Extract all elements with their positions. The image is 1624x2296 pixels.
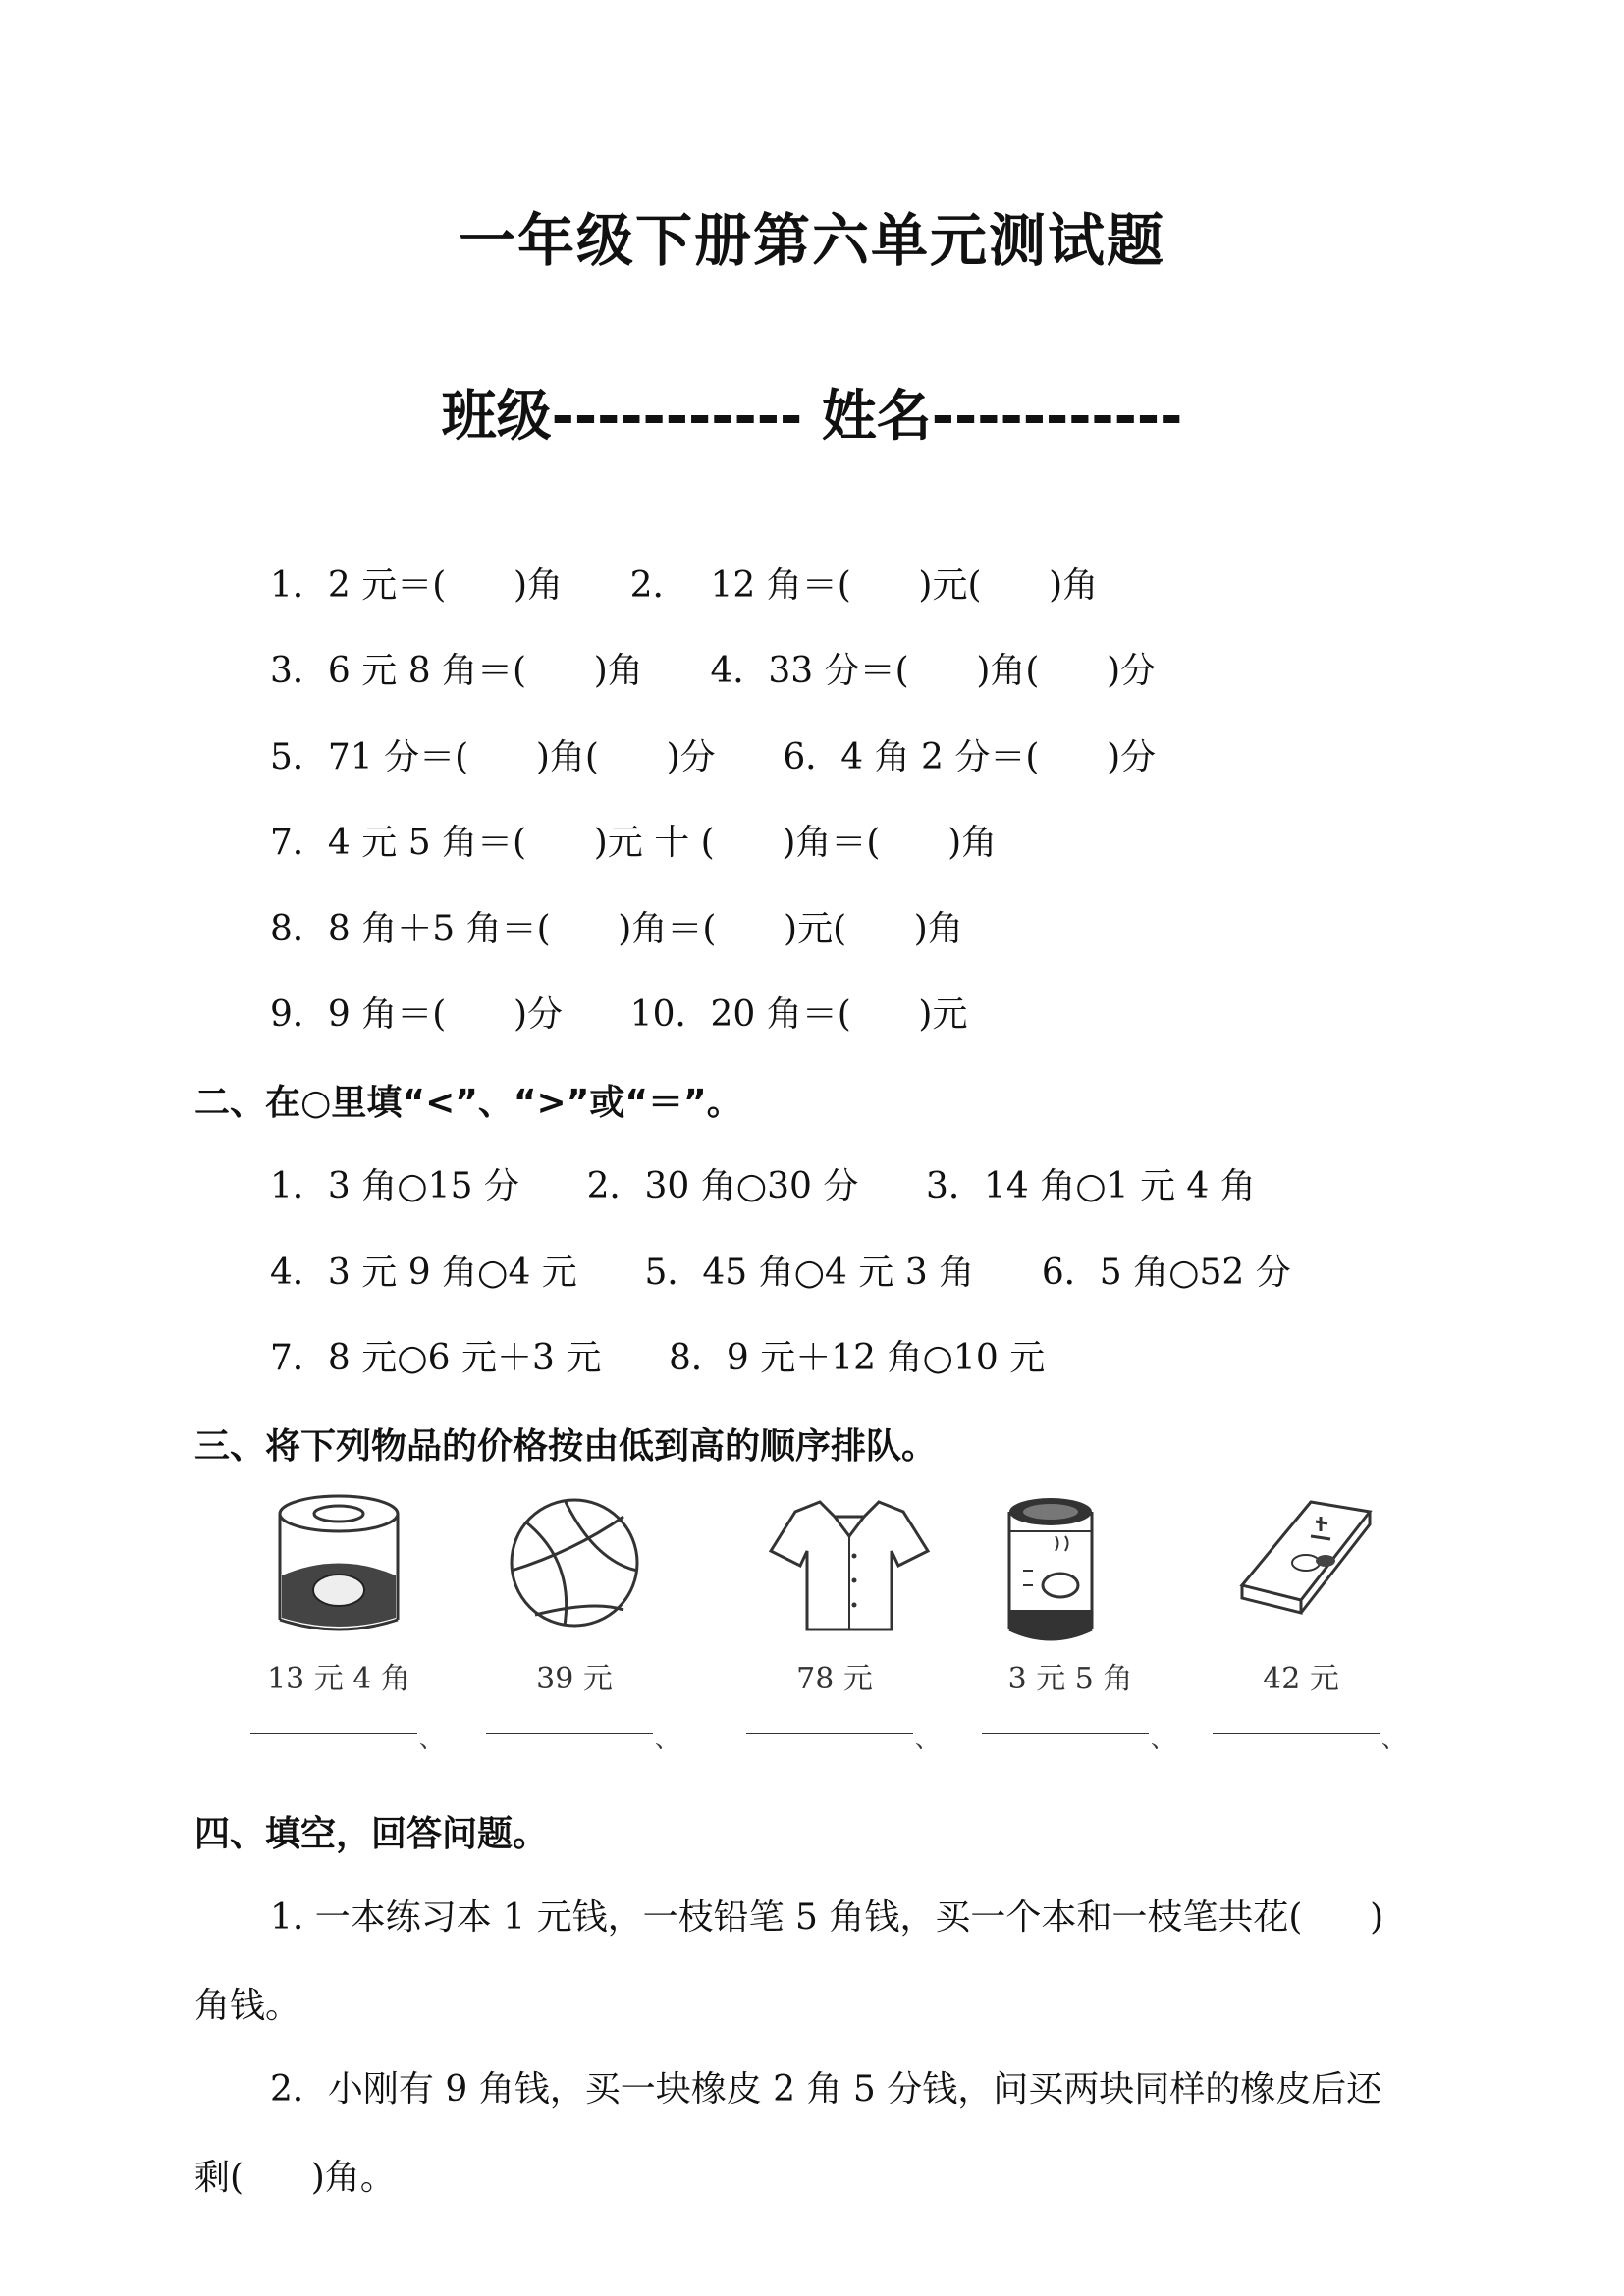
separator: 、 (915, 1726, 939, 1753)
s4-q2-line2: 剩( )角。 (194, 2158, 396, 2198)
s4-q2-line1: 2．小刚有 9 角钱，买一块橡皮 2 角 5 分钱，问买两块同样的橡皮后还 (270, 2069, 1382, 2109)
answer-blank[interactable] (250, 1733, 417, 1734)
s1-line-3: 5．71 分＝( )角( )分 6．4 角 2 分＝( )分 (270, 737, 1157, 777)
s4-q1-line1: 1. 一本练习本 1 元钱，一枝铅笔 5 角钱，买一个本和一枝笔共花( ) (270, 1897, 1384, 1938)
basketball-icon (506, 1492, 653, 1639)
item-medicine-box (1203, 1472, 1419, 1767)
s1-line-4: 7．4 元 5 角＝( )元 十 ( )角＝( )角 (270, 823, 998, 863)
answer-blank[interactable] (746, 1733, 913, 1734)
section4-heading: 四、填空，回答问题。 (194, 1814, 549, 1854)
item-shirt (736, 1472, 952, 1767)
s1-line-6: 9．9 角＝( )分 10．20 角＝( )元 (270, 994, 968, 1035)
s2-line-2: 4．3 元 9 角○4 元 5．45 角○4 元 3 角 6．5 角○52 分 (270, 1253, 1291, 1293)
item-babao-can (972, 1472, 1188, 1767)
answer-blank[interactable] (1213, 1733, 1380, 1734)
separator: 、 (655, 1726, 678, 1753)
s2-line-1: 1．3 角○15 分 2．30 角○30 分 3．14 角○1 元 4 角 (270, 1166, 1256, 1206)
items-row (226, 1472, 1443, 1787)
s1-line-5: 8．8 角＋5 角＝( )角＝( )元( )角 (270, 909, 963, 949)
item-can (241, 1472, 457, 1767)
answer-blank[interactable] (982, 1733, 1149, 1734)
class-name-line: 班级----------- 姓名----------- (441, 385, 1183, 449)
s2-line-3: 7．8 元○6 元＋3 元 8．9 元＋12 角○10 元 (270, 1338, 1046, 1378)
section2-heading: 二、在○里填“<”、“>”或“＝”。 (194, 1083, 742, 1123)
item-basketball (476, 1472, 692, 1767)
shirt-icon (766, 1492, 933, 1639)
medicine-box-icon (1232, 1492, 1380, 1620)
item-price: 3 元 5 角 (1007, 1662, 1133, 1696)
item-price: 78 元 (796, 1662, 873, 1696)
babao-can-icon (1001, 1492, 1119, 1649)
separator: 、 (419, 1726, 443, 1753)
separator: 、 (1151, 1726, 1174, 1753)
section3-heading: 三、将下列物品的价格按由低到高的顺序排队。 (194, 1426, 938, 1467)
s1-line-1: 1．2 元＝( )角 2． 12 角＝( )元( )角 (270, 565, 1099, 606)
item-price: 39 元 (536, 1662, 613, 1696)
item-price: 42 元 (1263, 1662, 1339, 1696)
can-icon (270, 1492, 407, 1639)
s4-q1-line2: 角钱。 (194, 1986, 301, 2026)
answer-blank[interactable] (486, 1733, 653, 1734)
item-price: 13 元 4 角 (267, 1662, 410, 1696)
s1-line-2: 3．6 元 8 角＝( )角 4．33 分＝( )角( )分 (270, 651, 1157, 691)
separator: 、 (1381, 1726, 1405, 1753)
page-title: 一年级下册第六单元测试题 (458, 207, 1165, 274)
